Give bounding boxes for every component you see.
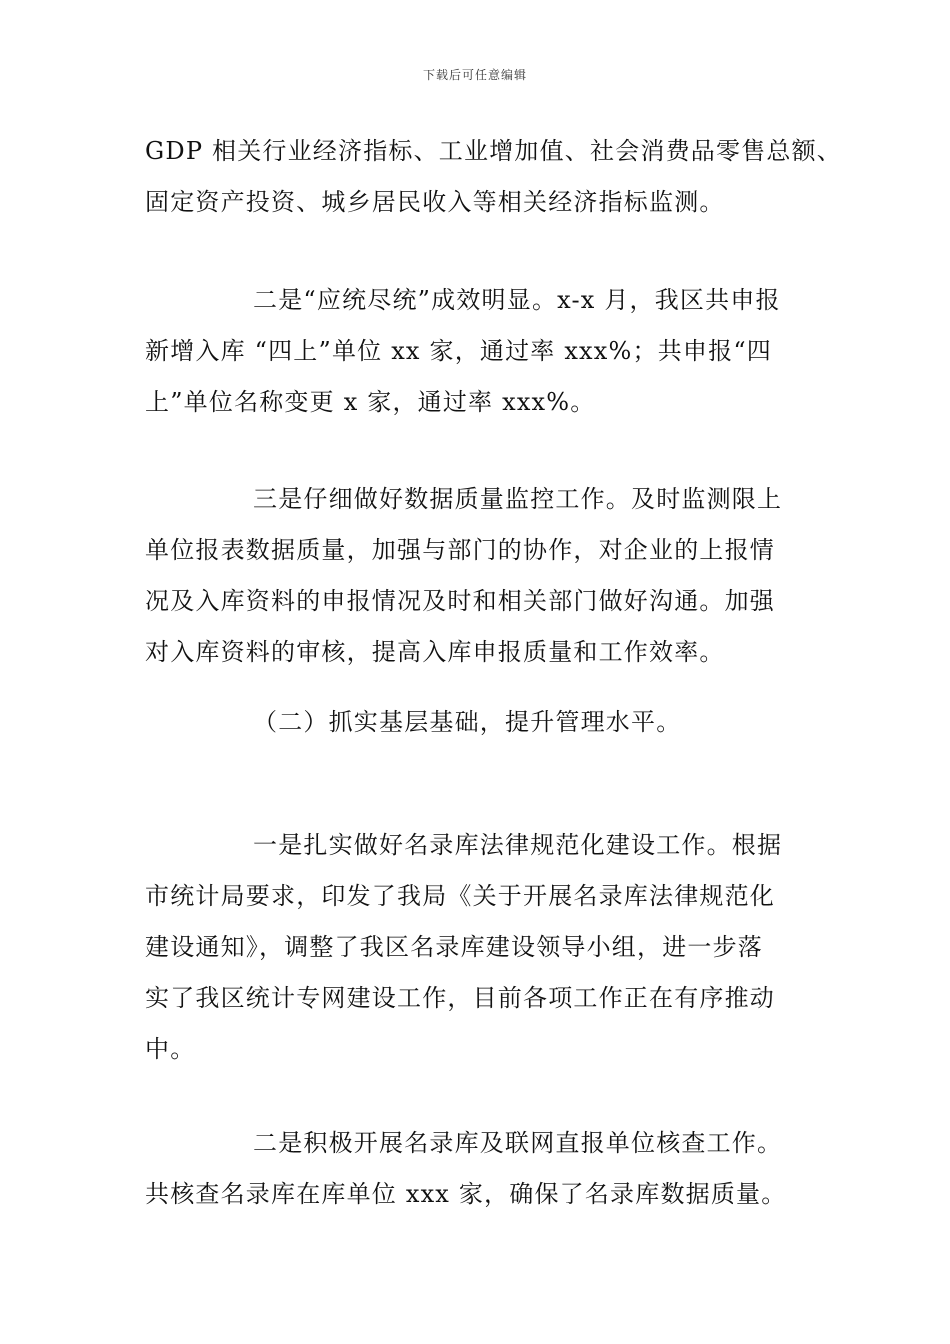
page-header: 下载后可任意编辑 [422, 68, 527, 82]
text-line: 对入库资料的审核，提高入库申报质量和工作效率。 [145, 638, 725, 666]
text-line: 二是“应统尽统”成效明显。x-x 月，我区共申报 [253, 286, 781, 314]
text-line: 况及入库资料的申报情况及时和相关部门做好沟通。加强 [145, 587, 775, 615]
paragraph-unit-verification [145, 1118, 835, 1220]
text-line: 共核查名录库在库单位 xxx 家，确保了名录库数据质量。 [145, 1180, 787, 1208]
text-line: 建设通知》，调整了我区名录库建设领导小组，进一步落 [145, 933, 763, 961]
text-line: （二）抓实基层基础，提升管理水平。 [253, 708, 682, 736]
text-line: 新增入库 “四上”单位 xx 家，通过率 xxx%；共申报“四 [145, 337, 773, 365]
text-line: 二是积极开展名录库及联网直报单位核查工作。 [253, 1129, 783, 1157]
text-line: 中。 [145, 1035, 196, 1063]
text-line: GDP 相关行业经济指标、工业增加值、社会消费品零售总额、 [145, 137, 842, 165]
text-line: 三是仔细做好数据质量监控工作。及时监测限上 [253, 485, 783, 513]
paragraph-indicator-monitoring [145, 126, 842, 228]
paragraph-data-quality [145, 474, 835, 678]
text-line: 市统计局要求，印发了我局《关于开展名录库法律规范化 [145, 882, 775, 910]
paragraph-directory-legalization [145, 820, 835, 1075]
text-line: 固定资产投资、城乡居民收入等相关经济指标监测。 [145, 188, 725, 216]
text-line: 实了我区统计专网建设工作，目前各项工作正在有序推动 [145, 984, 775, 1012]
text-line: 一是扎实做好名录库法律规范化建设工作。根据 [253, 831, 783, 859]
section-heading [145, 697, 835, 748]
text-line: 单位报表数据质量，加强与部门的协作，对企业的上报情 [145, 536, 775, 564]
text-line: 上”单位名称变更 x 家，通过率 xxx%。 [145, 388, 596, 416]
paragraph-statistics-coverage [145, 275, 835, 428]
